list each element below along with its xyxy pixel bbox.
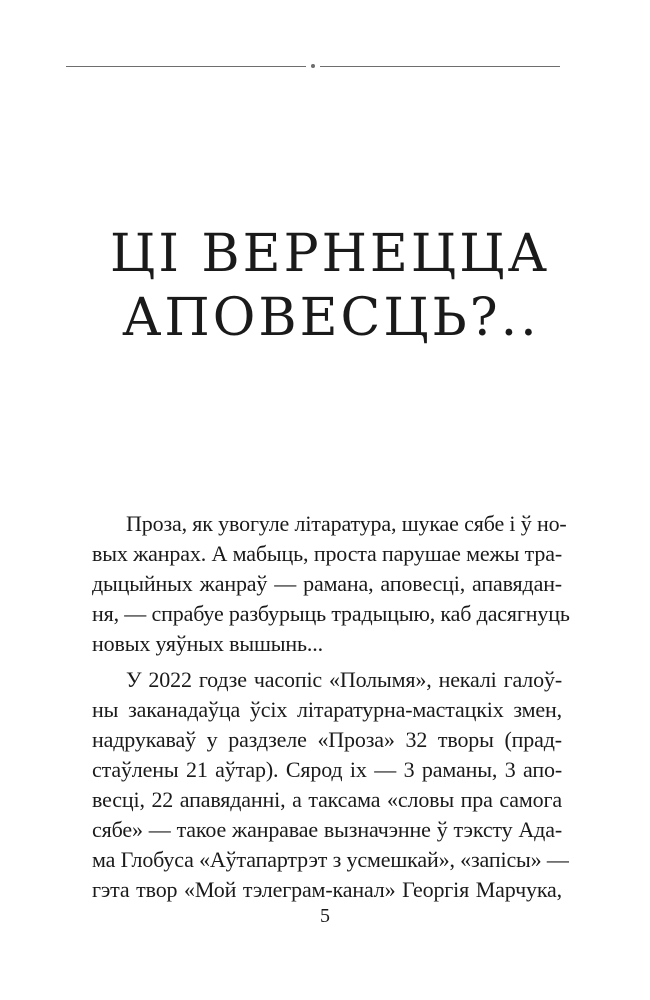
chapter-title-line-1: ЦІ ВЕРНЕЦЦА bbox=[110, 224, 550, 284]
paragraph-line: сябе» — такое жанравае вызначэнне ў тэксту Ада- bbox=[92, 817, 562, 842]
header-rule-right-line bbox=[320, 66, 560, 67]
header-rule-dot-ornament bbox=[311, 64, 315, 68]
paragraph-line: ны заканадаўца ўсіх літаратурна-мастацкіх змен, bbox=[92, 697, 562, 722]
paragraph-1 bbox=[92, 509, 570, 659]
page-number: 5 bbox=[320, 905, 330, 927]
paragraph-line: ня, — спрабуе разбурыць традыцыю, каб дасягнуць bbox=[92, 601, 570, 626]
paragraph-line: вых жанрах. А мабыць, проста парушае межы тра- bbox=[92, 541, 562, 566]
paragraph-line: весці, 22 апавяданні, а таксама «словы пра самога bbox=[92, 787, 562, 812]
paragraph-line: стаўлены 21 аўтар). Сярод іх — 3 раманы, 3 апо- bbox=[92, 757, 562, 782]
paragraph-line: Проза, як увогуле літаратура, шукае сябе і ў но- bbox=[126, 511, 567, 536]
paragraph-line: дыцыйных жанраў — рамана, аповесці, апавядан- bbox=[92, 571, 562, 596]
header-rule bbox=[66, 66, 560, 67]
paragraph-line: новых уяўных вышынь... bbox=[92, 631, 323, 656]
chapter-title-line-2: АПОВЕСЦЬ?.. bbox=[122, 288, 540, 348]
paragraph-line: У 2022 годзе часопіс «Полымя», некалі галоў- bbox=[126, 667, 562, 692]
paragraph-line: надрукаваў у раздзеле «Проза» 32 творы (прад- bbox=[92, 727, 562, 752]
paragraph-2 bbox=[92, 665, 569, 905]
header-rule-left-line bbox=[66, 66, 306, 67]
chapter-title bbox=[66, 222, 586, 350]
paragraph-line: гэта твор «Мой тэлеграм-канал» Георгія Марчука, bbox=[92, 877, 562, 902]
paragraph-line: ма Глобуса «Аўтапартрэт з усмешкай», «запісы» — bbox=[92, 847, 569, 872]
